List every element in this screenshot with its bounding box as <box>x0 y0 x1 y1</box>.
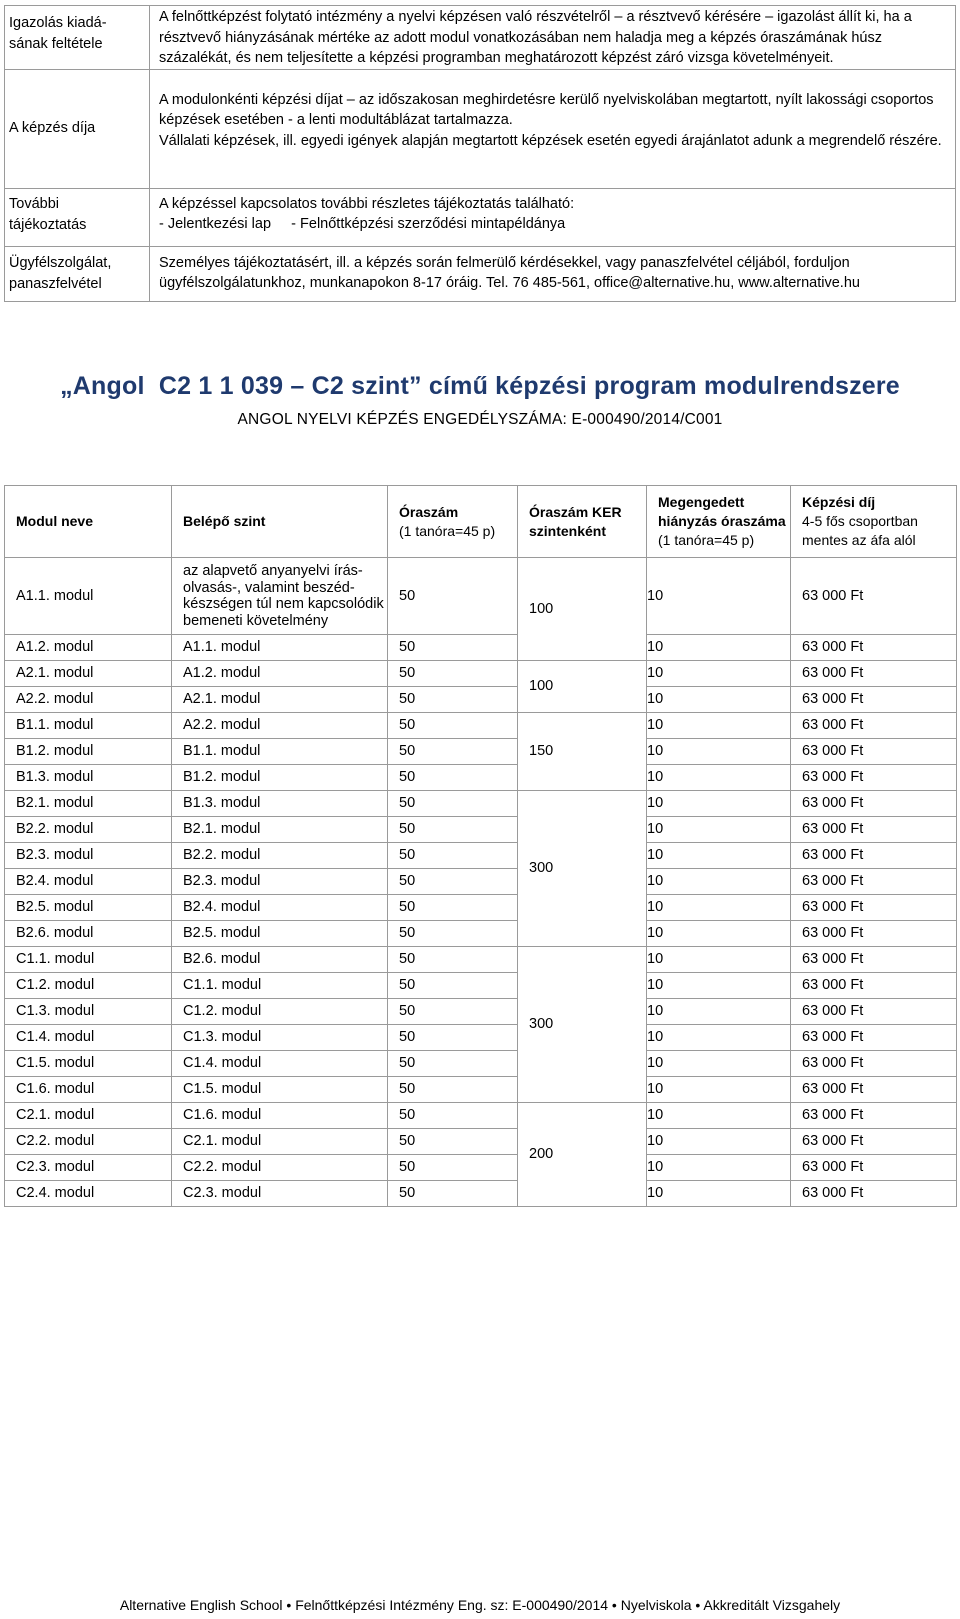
cell-hianyzas: 10 <box>647 791 791 817</box>
cell-kepzesi-dij: 63 000 Ft <box>791 973 957 999</box>
module-table <box>4 485 957 1207</box>
cell-modul-neve: C1.3. modul <box>5 999 172 1025</box>
cell-oraszam: 50 <box>388 1077 518 1103</box>
cell-oraszam: 50 <box>388 765 518 791</box>
cell-hianyzas: 10 <box>647 999 791 1025</box>
table-row <box>5 661 957 687</box>
table-row <box>5 1077 957 1103</box>
table-row <box>5 1181 957 1207</box>
cell-belepo-szint: A2.2. modul <box>172 713 388 739</box>
cell-oraszam: 50 <box>388 635 518 661</box>
cell-belepo-szint: B2.2. modul <box>172 843 388 869</box>
cell-oraszam: 50 <box>388 791 518 817</box>
header-oraszam-ker: Óraszám KER szintenként <box>518 486 647 558</box>
cell-belepo-szint: B1.3. modul <box>172 791 388 817</box>
cell-modul-neve: C2.3. modul <box>5 1155 172 1181</box>
cell-belepo-szint: C1.1. modul <box>172 973 388 999</box>
cell-oraszam-ker: 100 <box>518 558 647 661</box>
cell-oraszam-ker: 150 <box>518 713 647 791</box>
cell-hianyzas: 10 <box>647 1129 791 1155</box>
cell-hianyzas: 10 <box>647 921 791 947</box>
table-row <box>5 791 957 817</box>
info-row-igazolas <box>5 6 956 70</box>
header-oraszam: Óraszám (1 tanóra=45 p) <box>388 486 518 558</box>
cell-hianyzas: 10 <box>647 713 791 739</box>
table-row <box>5 635 957 661</box>
cell-belepo-szint: A2.1. modul <box>172 687 388 713</box>
cell-kepzesi-dij: 63 000 Ft <box>791 1077 957 1103</box>
cell-hianyzas: 10 <box>647 1155 791 1181</box>
cell-hianyzas: 10 <box>647 1103 791 1129</box>
cell-modul-neve: B1.3. modul <box>5 765 172 791</box>
belepo-szint-line: készségen túl nem kapcsolódik <box>183 596 384 612</box>
cell-modul-neve: B2.4. modul <box>5 869 172 895</box>
cell-oraszam: 50 <box>388 661 518 687</box>
cell-belepo-szint <box>172 558 388 635</box>
cell-belepo-szint: C1.5. modul <box>172 1077 388 1103</box>
cell-belepo-szint: B2.3. modul <box>172 869 388 895</box>
cell-kepzesi-dij: 63 000 Ft <box>791 558 957 635</box>
cell-oraszam: 50 <box>388 713 518 739</box>
cell-kepzesi-dij: 63 000 Ft <box>791 661 957 687</box>
cell-kepzesi-dij: 63 000 Ft <box>791 635 957 661</box>
table-row <box>5 1155 957 1181</box>
cell-belepo-szint: C2.3. modul <box>172 1181 388 1207</box>
cell-hianyzas: 10 <box>647 687 791 713</box>
cell-modul-neve: C1.4. modul <box>5 1025 172 1051</box>
cell-hianyzas: 10 <box>647 765 791 791</box>
info-label-line: tájékoztatás <box>9 216 87 233</box>
cell-belepo-szint: B1.2. modul <box>172 765 388 791</box>
cell-oraszam: 50 <box>388 895 518 921</box>
cell-kepzesi-dij: 63 000 Ft <box>791 1155 957 1181</box>
cell-kepzesi-dij: 63 000 Ft <box>791 1129 957 1155</box>
belepo-szint-line: bemeneti követelmény <box>183 612 329 629</box>
cell-kepzesi-dij: 63 000 Ft <box>791 1103 957 1129</box>
cell-kepzesi-dij: 63 000 Ft <box>791 843 957 869</box>
cell-kepzesi-dij: 63 000 Ft <box>791 687 957 713</box>
cell-oraszam: 50 <box>388 1129 518 1155</box>
cell-belepo-szint: B2.1. modul <box>172 817 388 843</box>
table-row <box>5 999 957 1025</box>
cell-oraszam-ker: 300 <box>518 791 647 947</box>
table-row <box>5 713 957 739</box>
cell-modul-neve: C2.2. modul <box>5 1129 172 1155</box>
cell-modul-neve: A2.2. modul <box>5 687 172 713</box>
info-row-tovabbi <box>5 188 956 246</box>
table-row <box>5 739 957 765</box>
cell-oraszam-ker: 300 <box>518 947 647 1103</box>
cell-oraszam: 50 <box>388 1103 518 1129</box>
cell-modul-neve: B2.3. modul <box>5 843 172 869</box>
cell-oraszam-ker: 200 <box>518 1103 647 1207</box>
info-text-line: Vállalati képzések, ill. egyedi igények alapján megtartott képzések esetén egyedi árajánlatot adunk a megrendelő részére. <box>159 132 942 149</box>
cell-kepzesi-dij: 63 000 Ft <box>791 921 957 947</box>
cell-modul-neve: A2.1. modul <box>5 661 172 687</box>
cell-oraszam: 50 <box>388 947 518 973</box>
module-table-body <box>5 558 957 1207</box>
info-label-line: Ügyfélszolgálat, <box>9 254 112 271</box>
cell-modul-neve: C2.1. modul <box>5 1103 172 1129</box>
info-text <box>150 188 956 246</box>
info-label <box>5 6 150 70</box>
header-belepo-szint: Belépő szint <box>172 486 388 558</box>
table-row <box>5 817 957 843</box>
page-title: „Angol C2 1 1 039 – C2 szint” című képzési program modulrendszere <box>60 372 900 400</box>
table-row <box>5 869 957 895</box>
table-row <box>5 921 957 947</box>
cell-kepzesi-dij: 63 000 Ft <box>791 1025 957 1051</box>
cell-kepzesi-dij: 63 000 Ft <box>791 713 957 739</box>
table-row <box>5 558 957 635</box>
cell-modul-neve: A1.2. modul <box>5 635 172 661</box>
cell-modul-neve: C1.1. modul <box>5 947 172 973</box>
info-text <box>150 69 956 188</box>
cell-oraszam: 50 <box>388 999 518 1025</box>
cell-hianyzas: 10 <box>647 869 791 895</box>
cell-belepo-szint: B1.1. modul <box>172 739 388 765</box>
cell-belepo-szint: C1.3. modul <box>172 1025 388 1051</box>
cell-oraszam: 50 <box>388 739 518 765</box>
cell-oraszam: 50 <box>388 921 518 947</box>
page-subtitle: ANGOL NYELVI KÉPZÉS ENGEDÉLYSZÁMA: E-000490/2014/C001 <box>237 411 723 428</box>
cell-hianyzas: 10 <box>647 843 791 869</box>
cell-hianyzas: 10 <box>647 739 791 765</box>
info-label-line: panaszfelvétel <box>9 275 102 292</box>
cell-hianyzas: 10 <box>647 947 791 973</box>
cell-oraszam: 50 <box>388 1025 518 1051</box>
cell-oraszam: 50 <box>388 817 518 843</box>
cell-kepzesi-dij: 63 000 Ft <box>791 1181 957 1207</box>
cell-hianyzas: 10 <box>647 817 791 843</box>
cell-belepo-szint: C1.2. modul <box>172 999 388 1025</box>
cell-kepzesi-dij: 63 000 Ft <box>791 1051 957 1077</box>
page-footer: Alternative English School • Felnőttképzési Intézmény Eng. sz: E-000490/2014 • Nyelviskola • Akkreditált Vizsgahely <box>119 1597 841 1613</box>
cell-hianyzas: 10 <box>647 973 791 999</box>
info-label <box>5 69 150 188</box>
cell-modul-neve: C1.5. modul <box>5 1051 172 1077</box>
cell-kepzesi-dij: 63 000 Ft <box>791 791 957 817</box>
info-label-line: Igazolás kiadá- <box>9 15 107 31</box>
header-hianyzas: Megengedett hiányzás óraszáma (1 tanóra=45 p) <box>647 486 791 558</box>
cell-modul-neve: B2.6. modul <box>5 921 172 947</box>
table-row <box>5 1025 957 1051</box>
info-text: Személyes tájékoztatásért, ill. a képzés során felmerülő kérdésekkel, vagy panaszfelvétel céljából, forduljon ügyfélszolgálatunkhoz, munkanapokon 8-17 óráig. Tel. 76 485-561, office@alternative.hu, www.alternative.hu <box>150 246 956 301</box>
info-label-line: sának feltétele <box>9 36 103 52</box>
cell-belepo-szint: C2.2. modul <box>172 1155 388 1181</box>
cell-belepo-szint: C1.4. modul <box>172 1051 388 1077</box>
cell-kepzesi-dij: 63 000 Ft <box>791 895 957 921</box>
info-label-line: A képzés díja <box>9 120 96 136</box>
cell-modul-neve: A1.1. modul <box>5 558 172 635</box>
cell-oraszam: 50 <box>388 1181 518 1207</box>
cell-hianyzas: 10 <box>647 1025 791 1051</box>
cell-oraszam: 50 <box>388 1051 518 1077</box>
cell-belepo-szint: A1.2. modul <box>172 661 388 687</box>
cell-belepo-szint: C1.6. modul <box>172 1103 388 1129</box>
cell-oraszam-ker: 100 <box>518 661 647 713</box>
cell-hianyzas: 10 <box>647 635 791 661</box>
table-row <box>5 1103 957 1129</box>
info-label <box>5 188 150 246</box>
cell-hianyzas: 10 <box>647 1051 791 1077</box>
header-modul-neve: Modul neve <box>5 486 172 558</box>
info-label-line: További <box>9 195 59 212</box>
cell-oraszam: 50 <box>388 973 518 999</box>
info-row-ugyfelszolgalat <box>5 246 956 301</box>
info-text-line: A modulonkénti képzési díjat – az időszakosan meghirdetésre kerülő nyelviskolában megtartott, nyílt lakossági csoportos képzések esetében - a lenti modultáblázat tartalmazza. <box>159 91 934 128</box>
cell-modul-neve: B2.5. modul <box>5 895 172 921</box>
table-row <box>5 1051 957 1077</box>
table-row <box>5 1129 957 1155</box>
cell-modul-neve: C1.2. modul <box>5 973 172 999</box>
cell-modul-neve: C2.4. modul <box>5 1181 172 1207</box>
cell-belepo-szint: B2.5. modul <box>172 921 388 947</box>
cell-modul-neve: B2.1. modul <box>5 791 172 817</box>
table-row <box>5 973 957 999</box>
cell-belepo-szint: A1.1. modul <box>172 635 388 661</box>
cell-oraszam: 50 <box>388 869 518 895</box>
cell-kepzesi-dij: 63 000 Ft <box>791 947 957 973</box>
cell-kepzesi-dij: 63 000 Ft <box>791 999 957 1025</box>
table-row <box>5 687 957 713</box>
belepo-szint-line: olvasás-, valamint beszéd- <box>183 579 355 596</box>
table-row <box>5 843 957 869</box>
cell-modul-neve: B1.1. modul <box>5 713 172 739</box>
info-text: A felnőttképzést folytató intézmény a nyelvi képzésen való részvételről – a résztvevő kérésére – igazolást állít ki, ha a résztvevő hiányzásának mértéke az adott modul vonatkozásában nem haladja meg a képzés óraszámának húsz százalékát, és nem teljesítette a képzési programban meghatározott képzést záró vizsga követelményeit. <box>150 6 956 70</box>
belepo-szint-line: az alapvető anyanyelvi írás- <box>183 563 363 579</box>
cell-hianyzas: 10 <box>647 1077 791 1103</box>
cell-modul-neve: B2.2. modul <box>5 817 172 843</box>
cell-belepo-szint: B2.4. modul <box>172 895 388 921</box>
info-text-line: - Jelentkezési lap - Felnőttképzési szerződési mintapéldánya <box>159 216 566 232</box>
cell-hianyzas: 10 <box>647 895 791 921</box>
info-table <box>4 5 956 302</box>
cell-modul-neve: B1.2. modul <box>5 739 172 765</box>
info-text-line: A képzéssel kapcsolatos további részletes tájékoztatás található: <box>159 195 575 212</box>
cell-kepzesi-dij: 63 000 Ft <box>791 739 957 765</box>
cell-belepo-szint: C2.1. modul <box>172 1129 388 1155</box>
cell-hianyzas: 10 <box>647 558 791 635</box>
cell-oraszam: 50 <box>388 558 518 635</box>
info-label <box>5 246 150 301</box>
info-row-kepzes-dija <box>5 69 956 188</box>
cell-oraszam: 50 <box>388 1155 518 1181</box>
table-row <box>5 947 957 973</box>
header-kepzesi-dij: Képzési díj 4-5 fős csoportban mentes az áfa alól <box>791 486 957 558</box>
cell-belepo-szint: B2.6. modul <box>172 947 388 973</box>
cell-oraszam: 50 <box>388 843 518 869</box>
module-table-header <box>5 486 957 558</box>
cell-kepzesi-dij: 63 000 Ft <box>791 765 957 791</box>
cell-kepzesi-dij: 63 000 Ft <box>791 817 957 843</box>
cell-oraszam: 50 <box>388 687 518 713</box>
cell-hianyzas: 10 <box>647 661 791 687</box>
cell-hianyzas: 10 <box>647 1181 791 1207</box>
cell-modul-neve: C1.6. modul <box>5 1077 172 1103</box>
table-row <box>5 765 957 791</box>
table-row <box>5 895 957 921</box>
cell-kepzesi-dij: 63 000 Ft <box>791 869 957 895</box>
